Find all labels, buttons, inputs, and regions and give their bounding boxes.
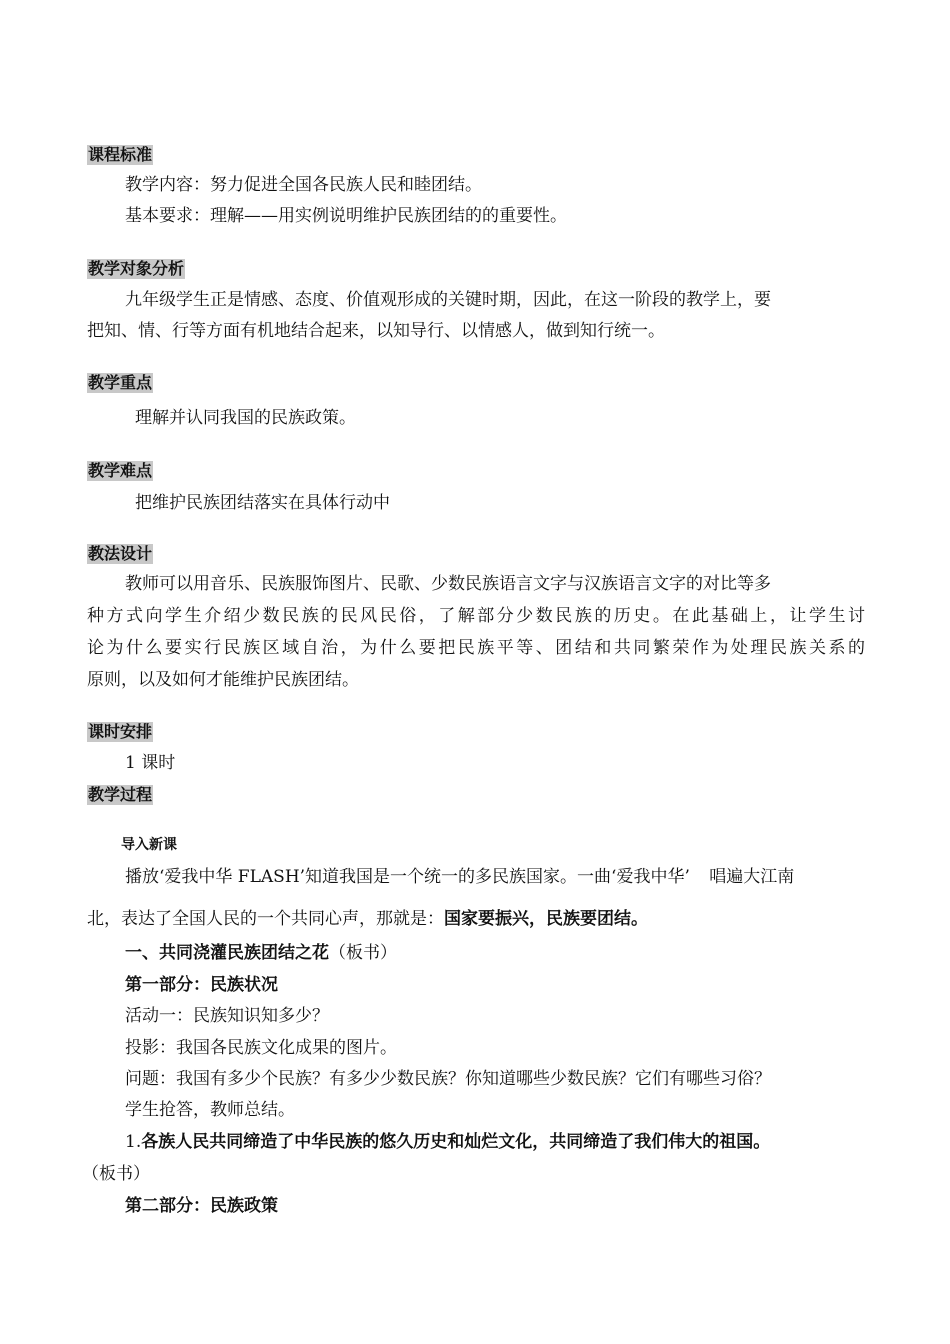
section-heading-method: 教法设计 (88, 544, 153, 563)
schedule-line: 1 课时 (125, 753, 176, 773)
key-point-text: 各族人民共同缔造了中华民族的悠久历史和灿烂文化，共同缔造了我们伟大的祖国。 (141, 1132, 771, 1152)
part-heading (125, 942, 397, 964)
section-heading-analysis: 教学对象分析 (88, 259, 185, 278)
method-line-1: 教师可以用音乐、民族服饰图片、民歌、少数民族语言文字与汉族语言文字的对比等多 (125, 574, 771, 594)
difficulty-line: 把维护民族团结落实在具体行动中 (135, 493, 390, 513)
standard-requirement-line: 基本要求：理解——用实例说明维护民族团结的的重要性。 (125, 206, 567, 226)
standard-content-line: 教学内容：努力促进全国各民族人民和睦团结。 (125, 175, 482, 195)
focus-line: 理解并认同我国的民族政策。 (135, 408, 356, 428)
question-line: 问题：我国有多少个民族？有多少少数民族？你知道哪些少数民族？它们有哪些习俗？ (125, 1069, 771, 1089)
method-line-2: 种方式向学生介绍少数民族的民风民俗，了解部分少数民族的历史。在此基础上，让学生讨 (87, 606, 865, 626)
intro-text-a: 播放‘爱我中华 FLASH’知道我国是一个统一的多民族国家。一曲‘爱我中华’ (125, 867, 690, 887)
subsection-heading-2: 第二部分：民族政策 (125, 1196, 278, 1216)
section-heading-standard: 课程标准 (88, 145, 153, 164)
activity-line: 活动一：民族知识知多少？ (125, 1006, 329, 1026)
intro-text-b: 唱遍大江南 (709, 867, 795, 887)
intro-subheading: 导入新课 (121, 837, 177, 853)
projection-line: 投影：我国各民族文化成果的图片。 (125, 1038, 397, 1058)
section-heading-difficulty: 教学难点 (88, 461, 153, 480)
intro-line-2 (87, 908, 648, 930)
section-heading-focus: 教学重点 (88, 373, 153, 392)
subsection-heading-1: 第一部分：民族状况 (125, 975, 278, 995)
answer-line: 学生抢答，教师总结。 (125, 1100, 295, 1120)
method-line-4: 原则，以及如何才能维护民族团结。 (87, 670, 359, 690)
intro-slogan: 国家要振兴，民族要团结。 (444, 909, 648, 929)
analysis-line-1: 九年级学生正是情感、态度、价值观形成的关键时期，因此，在这一阶段的教学上，要 (125, 290, 771, 310)
part-heading-note: （板书） (329, 943, 397, 963)
intro-text-c: 北，表达了全国人民的一个共同心声，那就是： (87, 909, 444, 929)
key-point-note: （板书） (82, 1164, 150, 1184)
method-line-3: 论为什么要实行民族区域自治，为什么要把民族平等、团结和共同繁荣作为处理民族关系的 (87, 638, 865, 658)
section-heading-schedule: 课时安排 (88, 722, 153, 741)
analysis-line-2: 把知、情、行等方面有机地结合起来，以知导行、以情感人，做到知行统一。 (87, 321, 665, 341)
key-point-line (125, 1131, 770, 1153)
section-heading-process: 教学过程 (88, 785, 153, 804)
part-heading-title: 一、共同浇灌民族团结之花 (125, 943, 329, 963)
key-point-number: 1. (125, 1132, 142, 1152)
intro-line-1 (125, 866, 794, 888)
